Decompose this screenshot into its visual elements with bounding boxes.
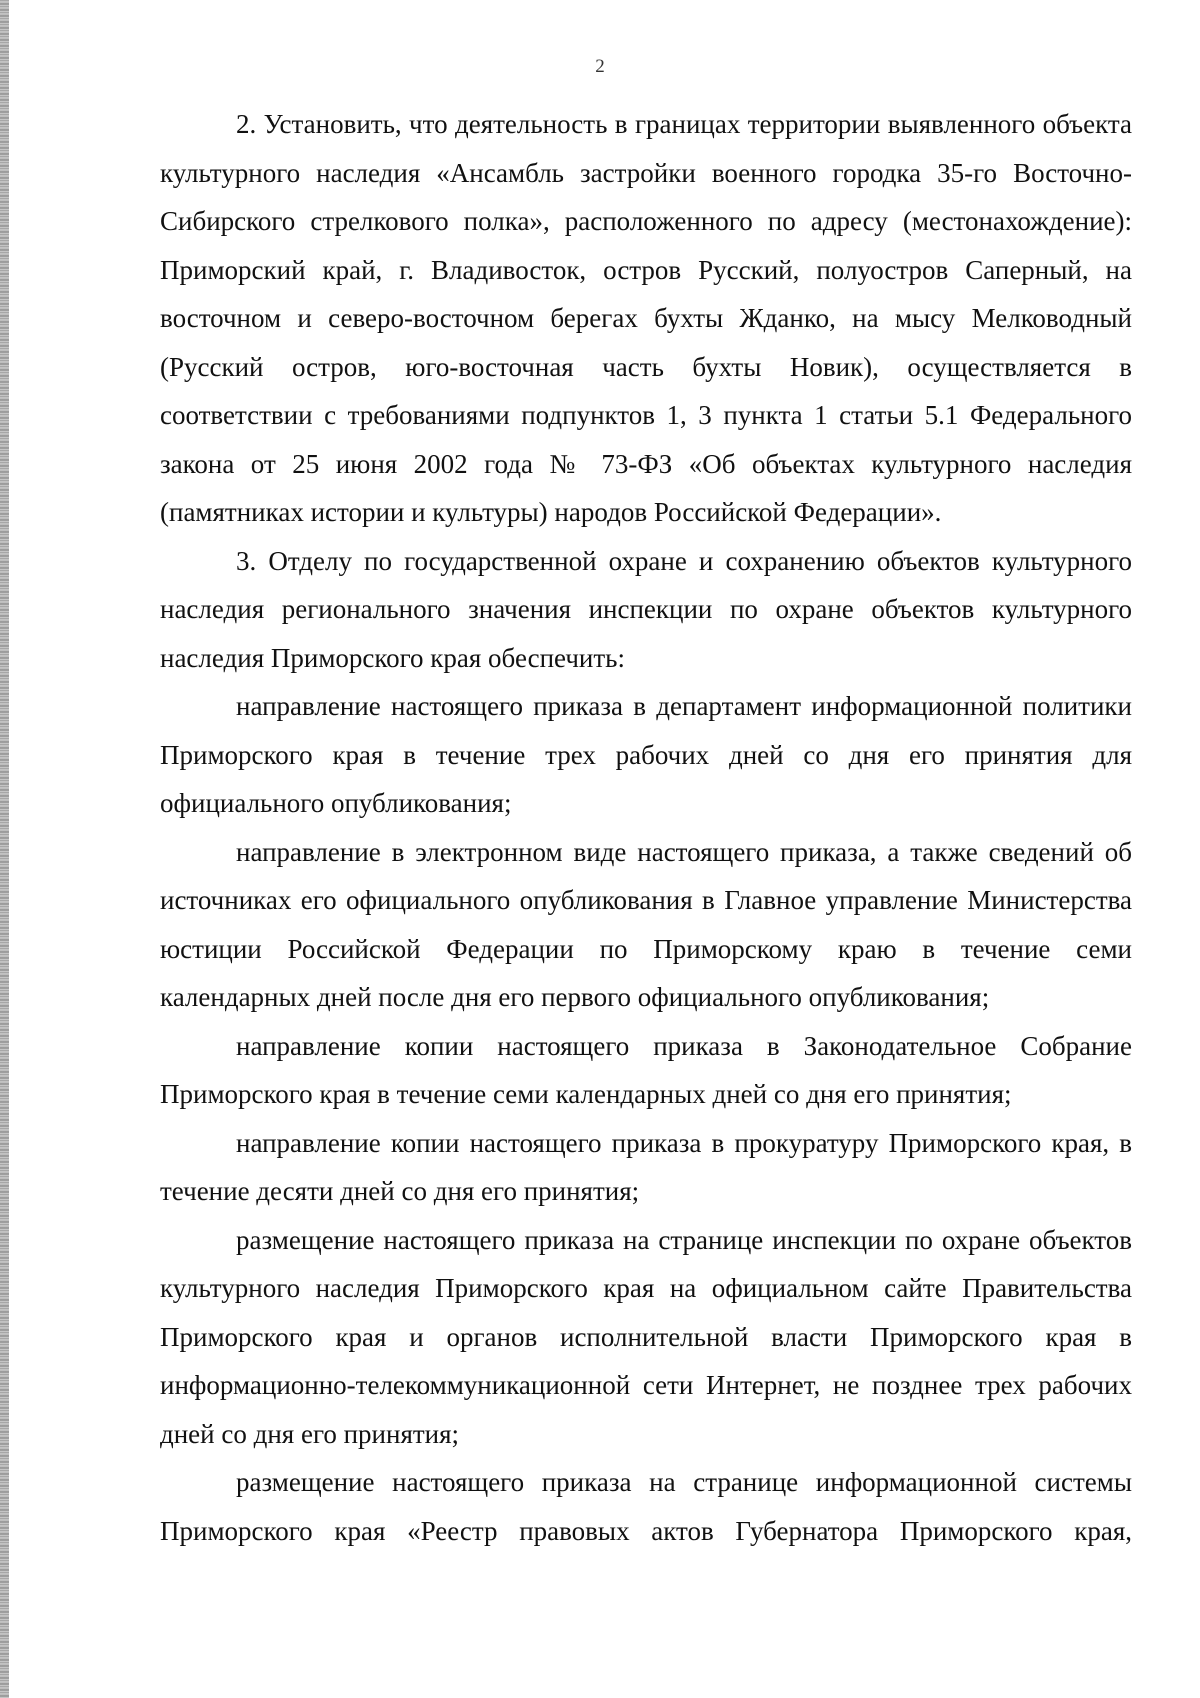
paragraph-legislative-assembly: направление копии настоящего приказа в Законодательное Собрание Приморского края в течение семи календарных дней со дня его принятия;	[160, 1030, 1132, 1109]
scan-edge	[0, 0, 9, 1698]
paragraph-official-site: размещение настоящего приказа на странице инспекции по охране объектов культурного наследия Приморского края на официальном сайте Правительства Приморского края и органов исполнительной власти Приморского края в информационно-телекоммуникационной сети Интернет, не позднее трех рабочих дней со дня его принятия;	[160, 1224, 1132, 1449]
paragraph-item-2: 2. Установить, что деятельность в границах территории выявленного объекта культурного наследия «Ансамбль застройки военного городка 35-го Восточно-Сибирского стрелкового полка», расположенного по адресу (местонахождение): Приморский край, г. Владивосток, остров Русский, полуостров Саперный, на восточном и северо-восточном берегах бухты Жданко, на мысу Мелководный (Русский остров, юго-восточная часть бухты Новик), осуществляется в соответствии с требованиями подпунктов 1, 3 пункта 1 статьи 5.1 Федерального закона от 25 июня 2002 года № 73-ФЗ «Об объектах культурного наследия (памятниках истории и культуры) народов Российской Федерации».	[160, 109, 1132, 527]
document-body	[160, 100, 1132, 1555]
paragraph-publication: направление настоящего приказа в департамент информационной политики Приморского края в течение трех рабочих дней со дня его принятия для официального опубликования;	[160, 691, 1132, 818]
paragraph-prosecutor: направление копии настоящего приказа в прокуратуру Приморского края, в течение десяти дней со дня его принятия;	[160, 1127, 1132, 1206]
paragraph-item-3: 3. Отделу по государственной охране и сохранению объектов культурного наследия регионального значения инспекции по охране объектов культурного наследия Приморского края обеспечить:	[160, 545, 1132, 673]
paragraph-ministry-justice: направление в электронном виде настоящего приказа, а также сведений об источниках его официального опубликования в Главное управление Министерства юстиции Российской Федерации по Приморскому краю в течение семи календарных дней после дня его первого официального опубликования;	[160, 836, 1132, 1012]
paragraph-registry: размещение настоящего приказа на странице информационной системы Приморского края «Реестр правовых актов Губернатора Приморского края,	[160, 1467, 1132, 1546]
page-number: 2	[595, 56, 605, 77]
